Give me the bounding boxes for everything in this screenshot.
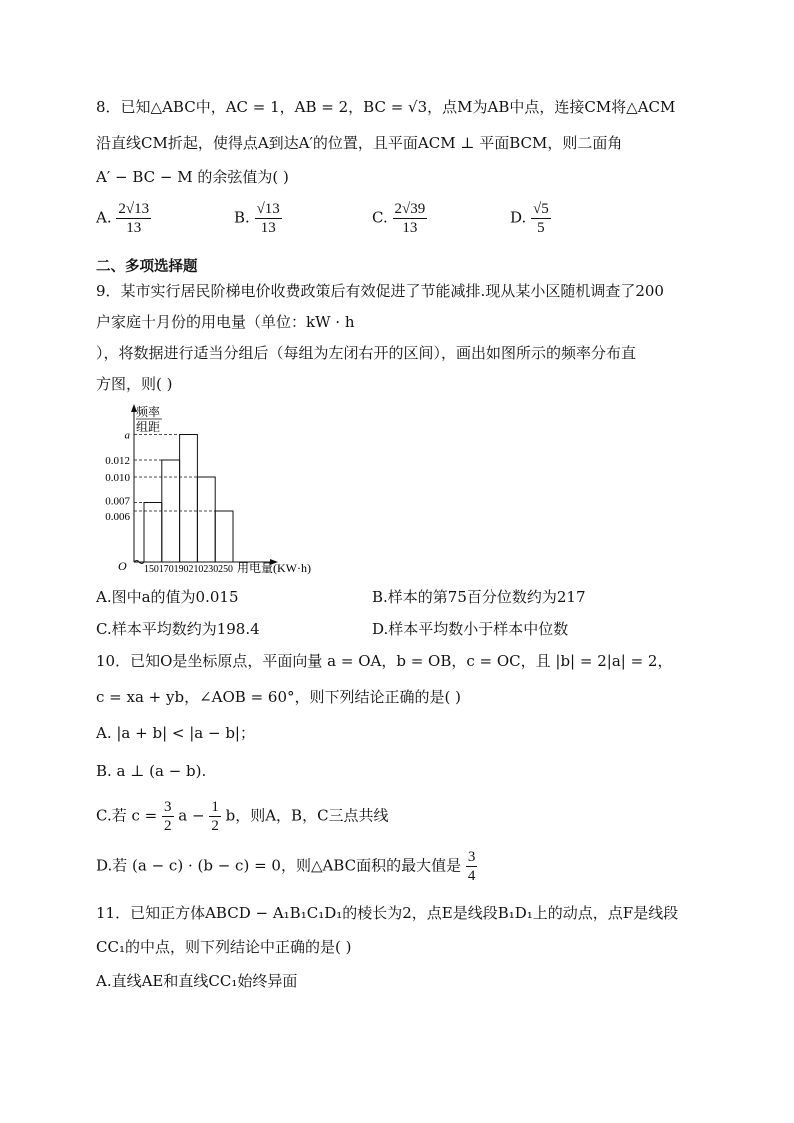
- q10-option-c-f2-num: 1: [211, 799, 219, 815]
- frequency-histogram: [96, 402, 346, 580]
- q8-option-c-label: C.: [372, 208, 388, 227]
- y-tick-label-a: a: [124, 429, 130, 442]
- q9-option-a: A.图中a的值为0.015: [96, 588, 239, 606]
- q8-option-d-num: √5: [533, 201, 549, 217]
- histogram-guide-lines: [134, 435, 215, 512]
- q8-option-d-den: 5: [537, 220, 545, 236]
- histogram-bar-190-210: [180, 435, 198, 563]
- q10-option-b: B. a ⊥ (a − b).: [96, 762, 207, 780]
- q10-option-d-num: 3: [467, 849, 476, 865]
- q8-option-d-label: D.: [510, 208, 527, 227]
- q10-option-a: A. |a + b| < |a − b|；: [96, 724, 255, 742]
- origin-label: O: [118, 559, 127, 573]
- q8-option-a: [96, 200, 151, 237]
- q10-option-c-fraction-2: [209, 798, 221, 835]
- q10-line-1: 10．已知O是坐标原点，平面向量 a = OA，b = OB，c = OC，且 |b| = 2|a| = 2，: [96, 652, 673, 670]
- q9-option-b: B.样本的第75百分位数约为217: [372, 588, 586, 606]
- q8-option-b-num: √13: [256, 201, 280, 217]
- q9-line-1: 9．某市实行居民阶梯电价收费政策后有效促进了节能减排.现从某小区随机调查了200: [96, 282, 664, 300]
- q9-option-d: D.样本平均数小于样本中位数: [372, 620, 569, 638]
- y-tick-label-0-012: 0.012: [105, 455, 130, 467]
- q10-option-d-den: 4: [467, 868, 476, 884]
- y-tick-labels: [105, 430, 130, 524]
- q8-line-3: A′ − BC − M 的余弦值为( ): [96, 168, 289, 186]
- section-heading-multiple-choice: 二、多项选择题: [96, 259, 198, 275]
- q8-option-c: [372, 200, 427, 237]
- q10-option-d: [96, 848, 477, 885]
- q10-option-c-middle: a −: [178, 806, 205, 825]
- q8-option-a-label: A.: [96, 208, 112, 227]
- q8-line-2: 沿直线CM折起，使得点A到达A′的位置，且平面ACM ⊥ 平面BCM，则二面角: [96, 134, 623, 152]
- q10-option-c-suffix: b，则A，B，C三点共线: [225, 806, 389, 825]
- q10-option-c-f2-den: 2: [211, 818, 219, 834]
- x-axis-label: 用电量(KW·h): [237, 561, 311, 575]
- x-tick-labels: 150170190210230250: [144, 563, 234, 575]
- q8-option-d: [510, 200, 551, 237]
- histogram-bar-210-230: [197, 477, 215, 562]
- q10-option-c: [96, 798, 389, 835]
- y-tick-label-0-006: 0.006: [105, 511, 130, 523]
- q8-option-b-fraction: [255, 200, 282, 237]
- q8-option-c-num: 2√39: [394, 201, 426, 217]
- histogram-bars: [144, 435, 233, 563]
- q8-option-a-num: 2√13: [118, 201, 150, 217]
- q8-option-b-den: 13: [260, 220, 276, 236]
- q10-option-d-fraction: [466, 848, 478, 885]
- q8-option-a-den: 13: [126, 220, 142, 236]
- q9-option-c: C.样本平均数约为198.4: [96, 620, 260, 638]
- histogram-bar-150-170: [144, 503, 162, 563]
- q9-line-2: 户家庭十月份的用电量（单位：kW · h: [96, 313, 355, 331]
- q8-option-c-den: 13: [402, 220, 418, 236]
- q10-option-c-fraction-1: [162, 798, 174, 835]
- q10-option-c-f1-den: 2: [164, 818, 172, 834]
- q8-option-c-fraction: [393, 200, 428, 237]
- y-label-top: 频率: [136, 405, 161, 419]
- q8-option-b: [234, 200, 282, 237]
- q10-option-c-f1-num: 3: [164, 799, 172, 815]
- q8-option-b-label: B.: [234, 208, 250, 227]
- q8-option-a-fraction: [116, 200, 151, 237]
- q10-line-2: c = xa + yb，∠AOB = 60°，则下列结论正确的是( ): [96, 688, 461, 706]
- q9-line-4: 方图，则( ): [96, 375, 173, 393]
- q11-option-a: A.直线AE和直线CC₁始终异面: [96, 972, 298, 990]
- y-tick-label-0-007: 0.007: [105, 495, 130, 508]
- q8-line-1: 8．已知△ABC中，AC = 1，AB = 2，BC = √3，点M为AB中点，连接CM将△ACM: [96, 98, 676, 116]
- y-label-bottom: 组距: [136, 420, 161, 434]
- q10-option-c-prefix: C.若 c =: [96, 806, 158, 825]
- q11-line-1: 11．已知正方体ABCD − A₁B₁C₁D₁的棱长为2，点E是线段B₁D₁上的动点，点F是线段: [96, 904, 679, 922]
- q11-line-2: CC₁的中点，则下列结论中正确的是( ): [96, 938, 352, 956]
- histogram-bar-230-250: [215, 511, 233, 562]
- q10-option-d-text: D.若 (a − c) · (b − c) = 0，则△ABC面积的最大值是: [96, 856, 462, 875]
- q8-option-d-fraction: [531, 200, 551, 237]
- q9-line-3: ），将数据进行适当分组后（每组为左闭右开的区间），画出如图所示的频率分布直: [96, 344, 637, 362]
- y-tick-label-0-010: 0.010: [105, 472, 130, 484]
